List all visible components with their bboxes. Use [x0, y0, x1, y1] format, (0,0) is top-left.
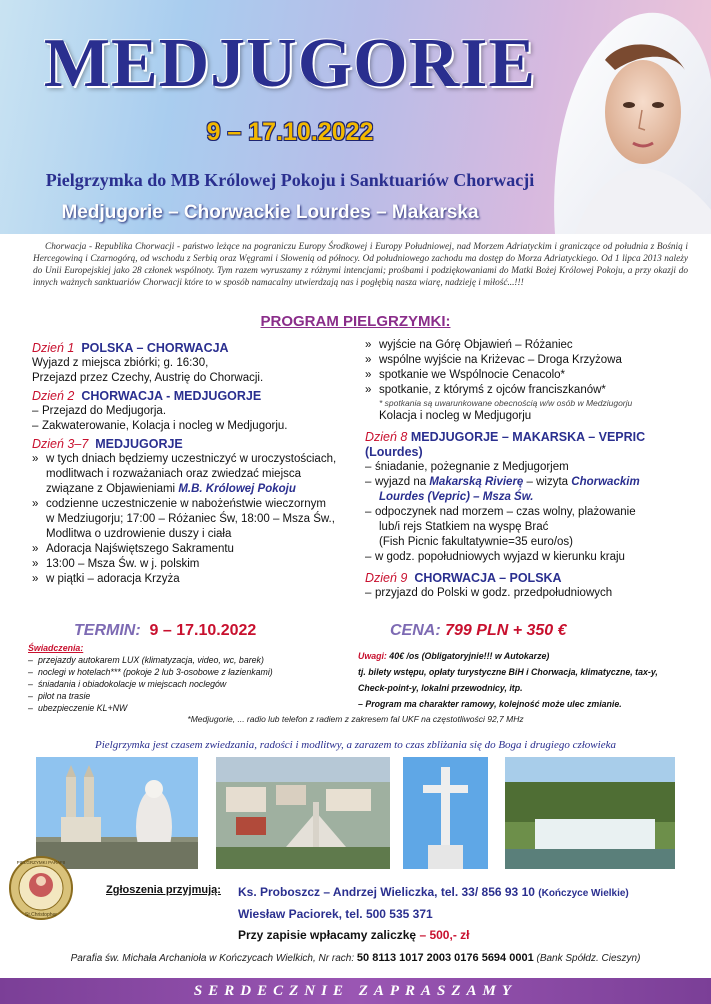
included-item: – ubezpieczenie KL+NW — [28, 702, 348, 714]
day-8-item-cont: (Fish Picnic fakultatywnie=35 euro/os) — [379, 536, 573, 548]
price-notes — [358, 648, 688, 712]
day-1-line: Przejazd przez Czechy, Austrię do Chorwacji. — [32, 372, 264, 384]
termin-value: 9 – 17.10.2022 — [149, 622, 257, 639]
day-3-item: » Adoracja Najświętszego Sakramentu — [32, 542, 362, 557]
day-3-item: » spotkanie, z którymś z ojców franciszkanów* — [365, 383, 690, 398]
day-8-heading: Dzień 8 MEDJUGORJE – MAKARSKA – VEPRIC (Lourdes) — [365, 430, 646, 459]
virgin-mary-portrait — [545, 0, 711, 234]
day-3-item: » codzienne uczestniczenie w nabożeństwie wieczornym — [32, 497, 362, 512]
program-left-column — [32, 338, 362, 587]
day-8-item: – wyjazd na Makarską Rivierę – wizyta Chorwackim — [365, 475, 690, 490]
footer-banner: SERDECZNIE ZAPRASZAMY — [0, 978, 711, 1004]
medjugorje-aerial-photo — [216, 757, 390, 869]
price-note: – Program ma charakter ramowy, kolejność może ulec zmianie. — [358, 699, 622, 709]
price-value: 799 PLN + 350 € — [445, 622, 567, 639]
seal-text: St.Christopher — [25, 912, 57, 918]
seal-text: PIELGRZYMKI PARAFII — [16, 860, 66, 865]
included-item: – śniadania i obiadokolacje w miejscach noclegów — [28, 678, 348, 690]
day-3-item-cont: w Medziugorju; 17:00 – Różaniec Św, 18:00 – Msza Św., — [46, 513, 335, 525]
radio-note: *Medjugorie, ... radio lub telefon z radiem z zakresem fal UKF na częstotliwości 92,7 MHz — [187, 714, 524, 724]
contact-person: Wiesław Paciorek, tel. 500 535 371 — [238, 907, 433, 921]
price-label: CENA: 799 PLN + 350 € — [390, 622, 567, 639]
contact-info — [238, 882, 629, 946]
day-3-end-line: Kolacja i nocleg w Medjugorju — [379, 410, 532, 422]
church-statue-photo — [36, 757, 198, 869]
route-title: Medjugorie – Chorwackie Lourdes – Makarska — [61, 202, 479, 223]
contact-label: Zgłoszenia przyjmują: — [106, 884, 221, 896]
day-8-item: – w godz. popołudniowych wyjazd w kierunku kraju — [365, 550, 690, 565]
day-2-item: – Przejazd do Medjugorja. — [32, 404, 362, 419]
included-item: – noclegi w hotelach*** (pokoje 2 lub 3-osobowe z łazienkami) — [28, 666, 348, 678]
included-item: – przejazdy autokarem LUX (klimatyzacja, video, wc, barek) — [28, 654, 348, 666]
included-services — [28, 642, 348, 714]
header-banner — [0, 0, 711, 234]
day-3-item-cont: Modlitwa o uzdrowienie duszy i ciała — [46, 528, 232, 540]
price-note: Uwagi: 40€ /os (Obligatoryjnie!!! w Autokarze) — [358, 651, 550, 661]
day-8-item: – śniadanie, pożegnanie z Medjugorjem — [365, 460, 690, 475]
page-title: MEDJUGORIE — [43, 25, 537, 102]
included-label: Świadczenia: — [28, 643, 84, 653]
price-note: tj. bilety wstępu, opłaty turystyczne BiH i Chorwacja, klimatyczne, tax-y, — [358, 667, 658, 677]
day-9-item: – przyjazd do Polski w godz. przedpołudniowych — [365, 586, 690, 601]
motto: Pielgrzymka jest czasem zwiedzania, radości i modlitwy, a zarazem to czas zbliżania się do Boga i drugiego człowieka — [95, 739, 616, 751]
st-christopher-seal — [8, 855, 74, 921]
cross-photo — [403, 757, 488, 869]
day-3-item-cont: modlitwach i rozważaniach oraz zwiedzać miejsca — [46, 468, 302, 480]
subtitle: Pielgrzymka do MB Królowej Pokoju i Sanktuariów Chorwacji — [45, 170, 535, 190]
price-note: Check-point-y, lokalni przewodnicy, itp. — [358, 683, 523, 693]
contact-person: Ks. Proboszcz – Andrzej Wieliczka, tel. 33/ 856 93 10 (Kończyce Wielkie) — [238, 885, 629, 899]
program-right-column — [365, 338, 690, 601]
day-9-heading: Dzień 9 CHORWACJA – POLSKA — [365, 571, 562, 585]
meeting-note: * spotkania są uwarunkowane obecnością w/w osób w Medziugorju — [379, 398, 633, 408]
waterfall-photo — [505, 757, 675, 869]
bank-account: Parafia św. Michała Archanioła w Kończycach Wielkich, Nr rach: 50 8113 1017 2003 0176 5694 0001 (Bank Spółdz. Cieszyn) — [70, 952, 641, 964]
day-2-item: – Zakwaterowanie, Kolacja i nocleg w Medjugorju. — [32, 419, 362, 434]
day-8-item-cont: lub/i rejs Statkiem na wyspę Brać — [379, 521, 549, 533]
intro-paragraph: Chorwacja - Republika Chorwacji - państwo leżące na pograniczu Europy Środkowej i Europy Południowej, nad Morzem Adriatyckim i graniczące od południa z Bośnią i Hercegowiną i Czarnogórą, od wschodu z Serbią oraz Węgrami i Słowenią od północy. Od południowego zachodu ma dostęp do Morza Adriatyckiego. Od 1 lipca 2013 należy do Unii Europejskiej jako 28 członek wspólnoty. Tym razem wyruszamy z różnymi intencjami; prośbami i podziękowaniami do Matki Bożej Królowej Pokoju, a przy okazji do innych ważnych sanktuariów Chorwacji które to w sposób namacalny utwierdzają nas i pogłębią nasza wiarę, nadzieję i miłość...!!! — [33, 242, 688, 288]
day-3-item: » spotkanie we Wspólnocie Cenacolo* — [365, 368, 690, 383]
day-1-heading: Dzień 1 POLSKA – CHORWACJA — [32, 341, 229, 355]
day-3-item-cont: związane z Objawieniami M.B. Królowej Pokoju — [46, 483, 296, 495]
day-8-item-cont: Lourdes (Vepric) – Msza Św. — [379, 491, 534, 503]
day-3-item: » w piątki – adoracja Krzyża — [32, 572, 362, 587]
included-item: – pilot na trasie — [28, 690, 348, 702]
day-1-line: Wyjazd z miejsca zbiórki; g. 16:30, — [32, 357, 209, 369]
day-3-item: » wspólne wyjście na Kriżevac – Droga Krzyżowa — [365, 353, 690, 368]
day-2-heading: Dzień 2 CHORWACJA - MEDJUGORJE — [32, 389, 262, 403]
program-title: PROGRAM PIELGRZYMKI: — [260, 313, 451, 330]
day-8-item: – odpoczynek nad morzem – czas wolny, plażowanie — [365, 505, 690, 520]
termin-label: TERMIN: 9 – 17.10.2022 — [74, 622, 257, 639]
trip-dates: 9 – 17.10.2022 — [206, 118, 374, 146]
day-3-heading: Dzień 3–7 MEDJUGORJE — [32, 437, 183, 451]
deposit-info: Przy zapisie wpłacamy zaliczkę – 500,- zł — [238, 928, 470, 942]
day-3-item: » w tych dniach będziemy uczestniczyć w uroczystościach, — [32, 452, 362, 467]
day-3-item: » wyjście na Górę Objawień – Różaniec — [365, 338, 690, 353]
day-3-item: » 13:00 – Msza Św. w j. polskim — [32, 557, 362, 572]
